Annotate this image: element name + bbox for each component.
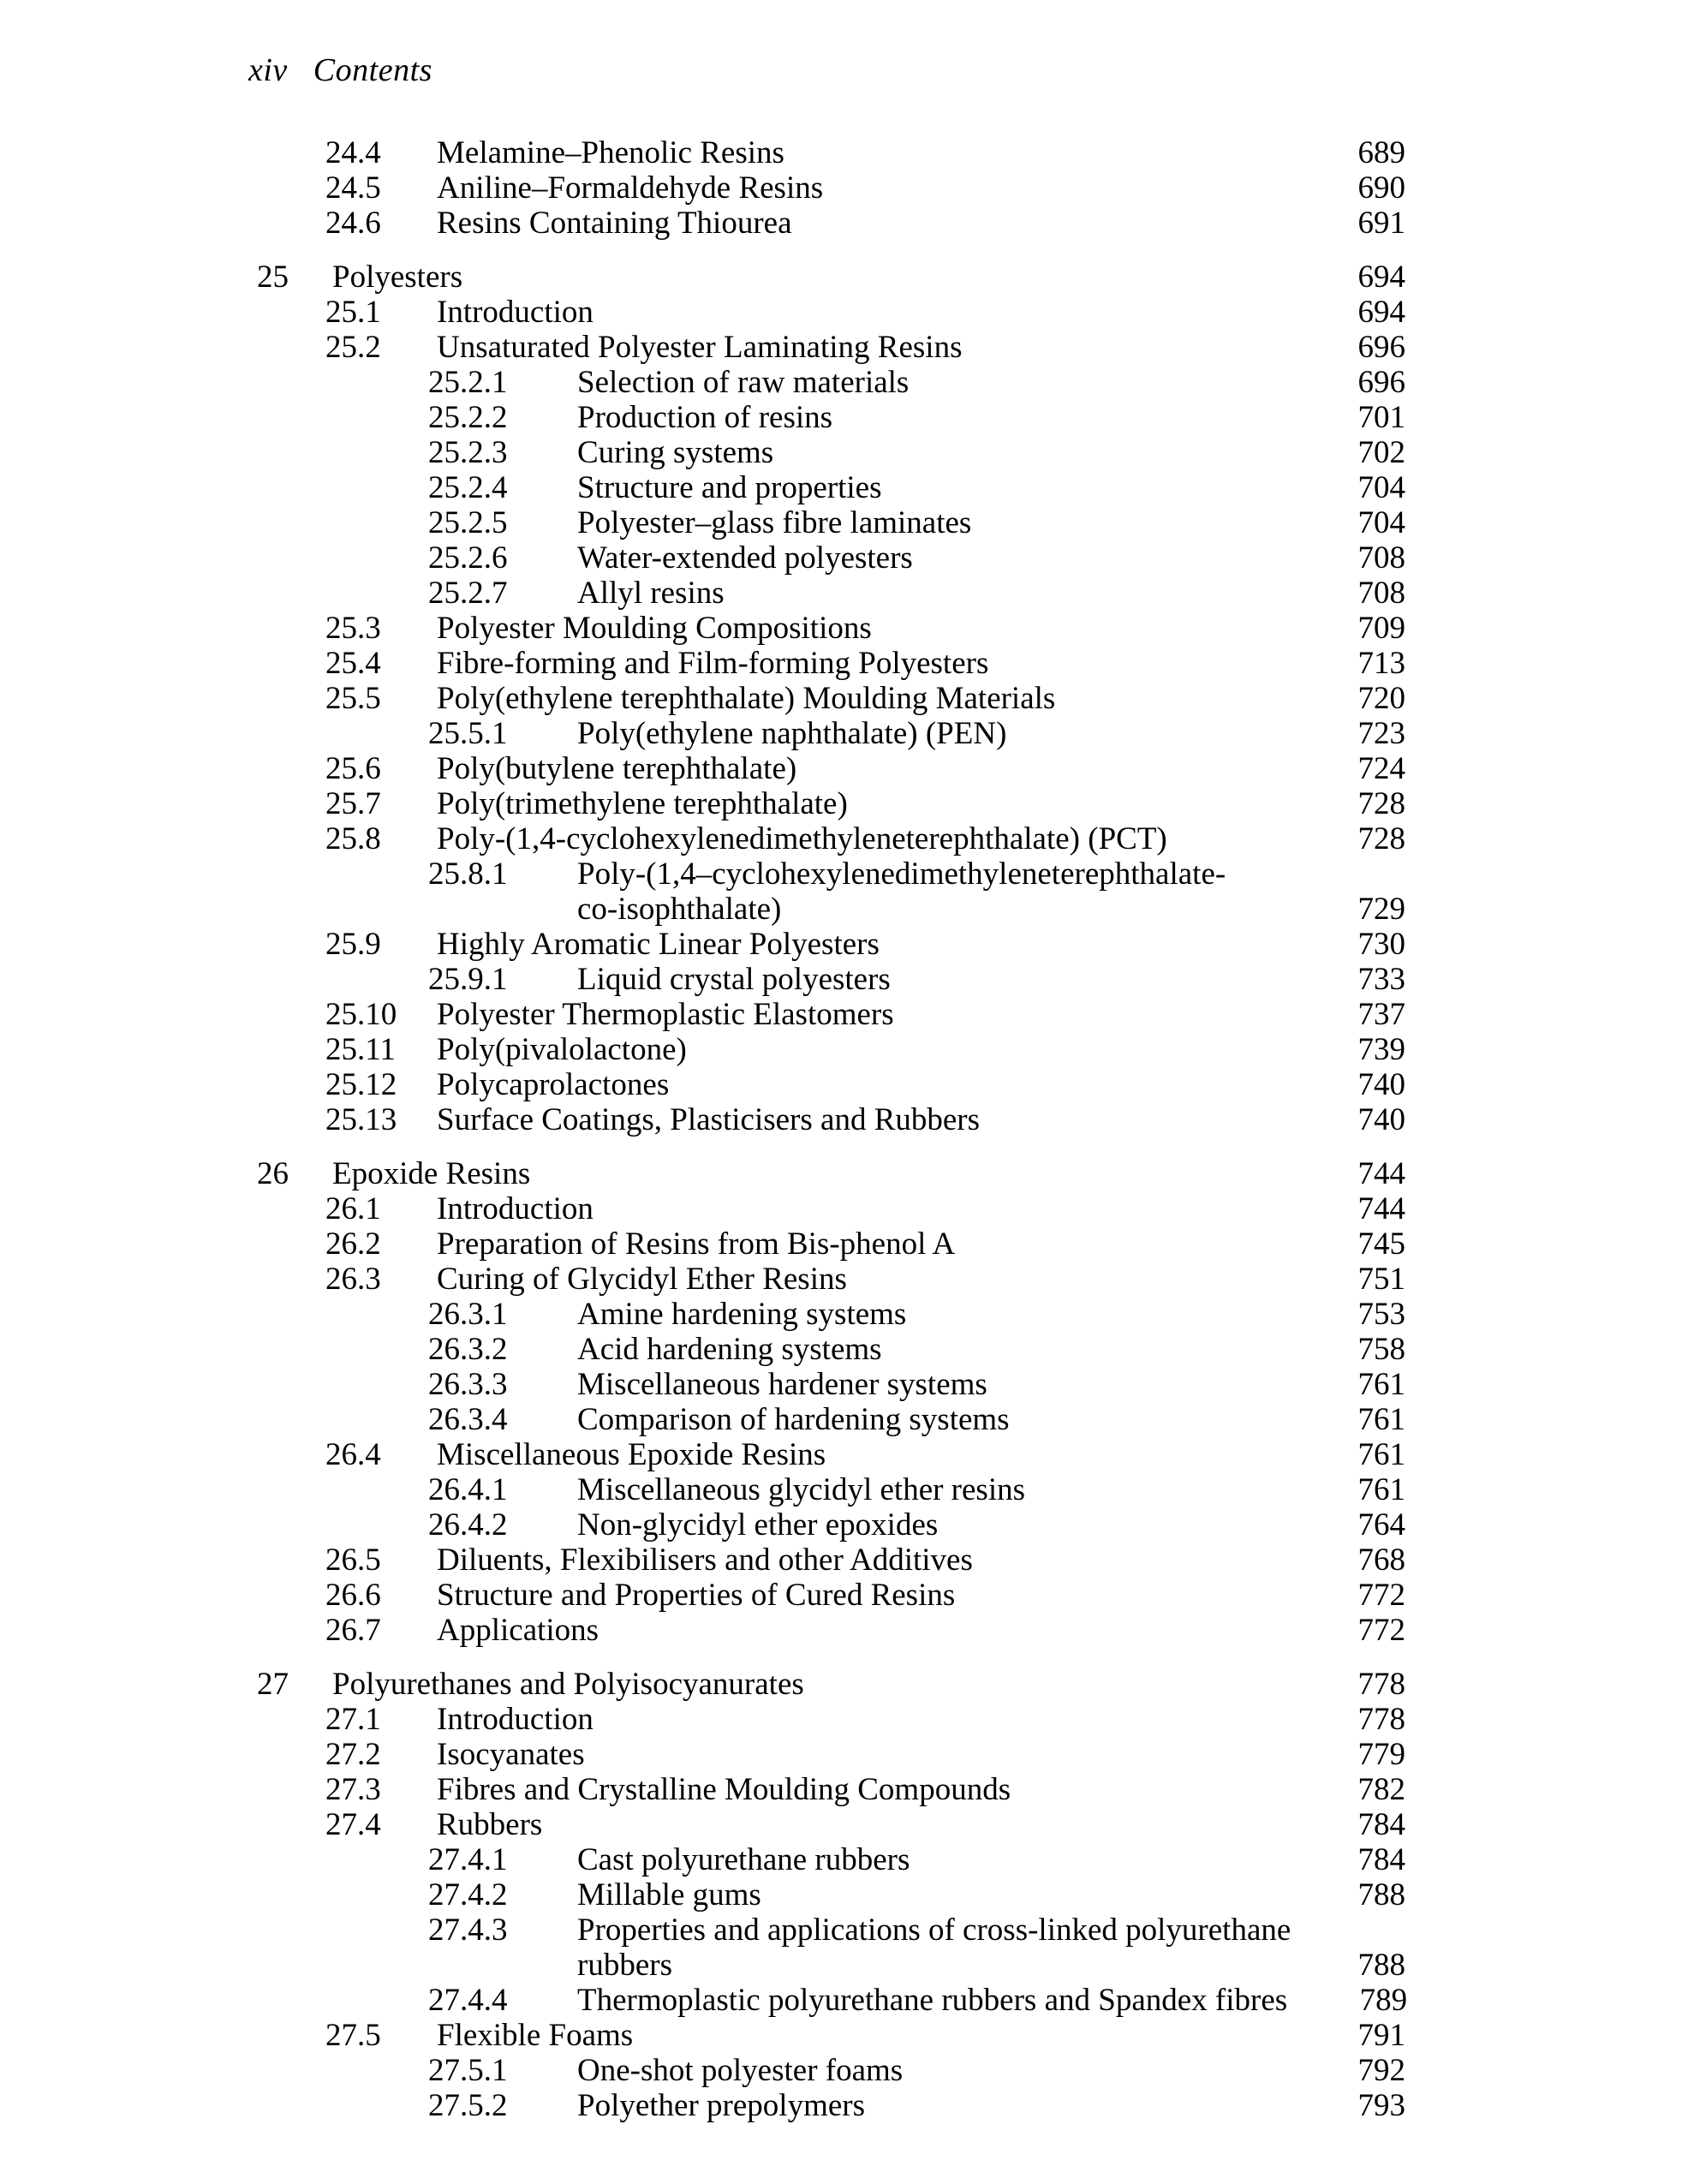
toc-entry-page-number: 728 bbox=[1357, 821, 1405, 856]
toc-entry[interactable] bbox=[0, 295, 1688, 330]
toc-entry[interactable] bbox=[0, 1772, 1688, 1807]
toc-entry-title: Poly-(1,4–cyclohexylenedimethyleneterephthalate- bbox=[577, 856, 1226, 892]
toc-entry[interactable] bbox=[0, 135, 1688, 170]
toc-entry-page-number: 788 bbox=[1357, 1877, 1405, 1912]
toc-entry-title: Comparison of hardening systems bbox=[577, 1402, 1010, 1437]
toc-entry-number: 27.4.3 bbox=[428, 1912, 508, 1948]
toc-entry[interactable] bbox=[0, 470, 1688, 505]
toc-entry[interactable] bbox=[0, 1702, 1688, 1737]
toc-entry-number: 25.4 bbox=[325, 646, 381, 681]
toc-entry[interactable] bbox=[0, 1613, 1688, 1648]
toc-entry-page-number: 739 bbox=[1357, 1032, 1405, 1067]
toc-entry-page-number: 791 bbox=[1357, 2018, 1405, 2053]
toc-entry-title: Surface Coatings, Plasticisers and Rubbers bbox=[437, 1102, 981, 1137]
toc-entry-page-number: 733 bbox=[1357, 962, 1405, 997]
toc-entry-number: 25.5 bbox=[325, 681, 381, 716]
toc-entry[interactable] bbox=[0, 821, 1688, 856]
toc-entry-page-number: 779 bbox=[1357, 1737, 1405, 1772]
toc-entry-page-number: 761 bbox=[1357, 1402, 1405, 1437]
toc-entry-number: 25.8 bbox=[325, 821, 381, 856]
toc-entry-title: Polyurethanes and Polyisocyanurates bbox=[332, 1667, 804, 1702]
toc-entry-title: Miscellaneous hardener systems bbox=[577, 1367, 987, 1402]
toc-entry-number: 26.4.1 bbox=[428, 1472, 508, 1507]
toc-entry-number: 27.4.2 bbox=[428, 1877, 508, 1912]
toc-entry[interactable] bbox=[0, 1507, 1688, 1543]
toc-entry-number: 26.6 bbox=[325, 1578, 381, 1613]
toc-entry-title: Introduction bbox=[437, 1191, 593, 1226]
toc-entry-title: Poly(butylene terephthalate) bbox=[437, 751, 797, 786]
toc-entry-number: 25.1 bbox=[325, 295, 381, 330]
toc-entry-number: 27.3 bbox=[325, 1772, 381, 1807]
toc-entry-title: Isocyanates bbox=[437, 1737, 585, 1772]
toc-entry-title: Selection of raw materials bbox=[577, 365, 910, 400]
toc-entry-title: Water-extended polyesters bbox=[577, 540, 913, 576]
toc-entry-title: Poly(pivalolactone) bbox=[437, 1032, 687, 1067]
toc-entry[interactable] bbox=[0, 1191, 1688, 1226]
toc-entry-number: 26.3 bbox=[325, 1262, 381, 1297]
toc-entry-title: Unsaturated Polyester Laminating Resins bbox=[437, 330, 963, 365]
toc-entry-title: Polyester Thermoplastic Elastomers bbox=[437, 997, 894, 1032]
toc-entry-title: Polyester–glass fibre laminates bbox=[577, 505, 972, 540]
toc-entry[interactable] bbox=[0, 611, 1688, 646]
toc-entry-title: Acid hardening systems bbox=[577, 1332, 882, 1367]
toc-entry-title: Rubbers bbox=[437, 1807, 543, 1842]
toc-entry-number: 27.5.1 bbox=[428, 2053, 508, 2088]
toc-entry[interactable] bbox=[0, 260, 1688, 295]
page-folio: xiv bbox=[248, 52, 288, 88]
toc-entry-page-number: 778 bbox=[1357, 1702, 1405, 1737]
toc-entry-page-number: 789 bbox=[1359, 1983, 1408, 2018]
toc-entry-number: 25.5.1 bbox=[428, 716, 508, 751]
toc-entry-page-number: 704 bbox=[1357, 505, 1405, 540]
toc-entry[interactable] bbox=[0, 751, 1688, 786]
toc-entry[interactable] bbox=[0, 365, 1688, 400]
toc-entry-number: 26.3.3 bbox=[428, 1367, 508, 1402]
toc-entry[interactable] bbox=[0, 1983, 1688, 2018]
toc-entry[interactable] bbox=[0, 1332, 1688, 1367]
toc-entry-page-number: 782 bbox=[1357, 1772, 1405, 1807]
toc-entry-number: 25.7 bbox=[325, 786, 381, 821]
toc-entry-page-number: 737 bbox=[1357, 997, 1405, 1032]
toc-entry-number: 25 bbox=[257, 260, 289, 295]
toc-entry-number: 24.6 bbox=[325, 206, 381, 241]
toc-entry-title: Aniline–Formaldehyde Resins bbox=[437, 170, 824, 206]
toc-entry-number: 25.2 bbox=[325, 330, 381, 365]
toc-entry-title: Introduction bbox=[437, 295, 593, 330]
toc-entry-title: Liquid crystal polyesters bbox=[577, 962, 891, 997]
toc-entry-page-number: 744 bbox=[1357, 1156, 1405, 1191]
toc-entry-title: Amine hardening systems bbox=[577, 1297, 907, 1332]
toc-entry[interactable] bbox=[0, 1067, 1688, 1102]
toc-entry-title: Poly(trimethylene terephthalate) bbox=[437, 786, 848, 821]
toc-entry[interactable] bbox=[0, 2018, 1688, 2053]
toc-entry[interactable] bbox=[0, 540, 1688, 576]
toc-entry-page-number: 768 bbox=[1357, 1543, 1405, 1578]
toc-entry-page-number: 690 bbox=[1357, 170, 1405, 206]
toc-entry-page-number: 793 bbox=[1357, 2088, 1405, 2123]
toc-entry-number: 26.7 bbox=[325, 1613, 381, 1648]
toc-entry-number: 25.2.6 bbox=[428, 540, 508, 576]
toc-entry-title: Thermoplastic polyurethane rubbers and Spandex fibres bbox=[577, 1983, 1288, 2018]
toc-entry-number: 24.4 bbox=[325, 135, 381, 170]
toc-entry[interactable] bbox=[0, 1226, 1688, 1262]
toc-entry-title: rubbers bbox=[577, 1948, 672, 1983]
toc-entry-page-number: 720 bbox=[1357, 681, 1405, 716]
toc-entry-number: 26.3.2 bbox=[428, 1332, 508, 1367]
toc-entry-number: 27.4.4 bbox=[428, 1983, 508, 2018]
toc-entry-number: 25.2.5 bbox=[428, 505, 508, 540]
toc-entry-page-number: 758 bbox=[1357, 1332, 1405, 1367]
toc-entry-title: Millable gums bbox=[577, 1877, 761, 1912]
toc-entry-page-number: 694 bbox=[1357, 295, 1405, 330]
toc-entry-page-number: 772 bbox=[1357, 1578, 1405, 1613]
toc-entry[interactable] bbox=[0, 856, 1688, 892]
toc-entry-number: 25.2.7 bbox=[428, 576, 508, 611]
toc-entry[interactable] bbox=[0, 206, 1688, 241]
toc-entry-page-number: 709 bbox=[1357, 611, 1405, 646]
toc-entry[interactable] bbox=[0, 1297, 1688, 1332]
toc-entry-title: Poly-(1,4-cyclohexylenedimethyleneterephthalate) (PCT) bbox=[437, 821, 1167, 856]
toc-entry[interactable] bbox=[0, 1737, 1688, 1772]
toc-entry-title: Polyesters bbox=[332, 260, 463, 295]
toc-entry-number: 27.5 bbox=[325, 2018, 381, 2053]
toc-entry-page-number: 689 bbox=[1357, 135, 1405, 170]
toc-entry-number: 26.3.1 bbox=[428, 1297, 508, 1332]
toc-entry-title: Epoxide Resins bbox=[332, 1156, 531, 1191]
toc-entry-number: 27.5.2 bbox=[428, 2088, 508, 2123]
toc-entry-page-number: 713 bbox=[1357, 646, 1405, 681]
toc-entry-title: Curing systems bbox=[577, 435, 774, 470]
toc-entry[interactable] bbox=[0, 505, 1688, 540]
toc-entry-number: 27.4.1 bbox=[428, 1842, 508, 1877]
toc-entry[interactable] bbox=[0, 892, 1688, 927]
toc-entry-page-number: 764 bbox=[1357, 1507, 1405, 1543]
toc-entry-number: 26.5 bbox=[325, 1543, 381, 1578]
toc-entry-number: 25.9.1 bbox=[428, 962, 508, 997]
toc-entry-page-number: 723 bbox=[1357, 716, 1405, 751]
toc-entry-title: Miscellaneous Epoxide Resins bbox=[437, 1437, 826, 1472]
toc-entry-number: 25.8.1 bbox=[428, 856, 508, 892]
toc-entry-number: 26.3.4 bbox=[428, 1402, 508, 1437]
toc-entry-title: Production of resins bbox=[577, 400, 833, 435]
toc-entry[interactable] bbox=[0, 2088, 1688, 2123]
toc-entry-page-number: 761 bbox=[1357, 1437, 1405, 1472]
toc-entry-title: Introduction bbox=[437, 1702, 593, 1737]
toc-entry-page-number: 729 bbox=[1357, 892, 1405, 927]
toc-entry[interactable] bbox=[0, 786, 1688, 821]
toc-entry[interactable] bbox=[0, 1807, 1688, 1842]
toc-entry[interactable] bbox=[0, 330, 1688, 365]
toc-entry-number: 25.6 bbox=[325, 751, 381, 786]
toc-entry[interactable] bbox=[0, 2053, 1688, 2088]
toc-entry[interactable] bbox=[0, 1262, 1688, 1297]
toc-entry-page-number: 792 bbox=[1357, 2053, 1405, 2088]
toc-entry-number: 25.13 bbox=[325, 1102, 397, 1137]
toc-entry-number: 27.1 bbox=[325, 1702, 381, 1737]
toc-entry-page-number: 761 bbox=[1357, 1472, 1405, 1507]
toc-entry-number: 26.1 bbox=[325, 1191, 381, 1226]
toc-entry[interactable] bbox=[0, 576, 1688, 611]
toc-entry-page-number: 696 bbox=[1357, 330, 1405, 365]
toc-entry[interactable] bbox=[0, 1156, 1688, 1191]
toc-entry-title: Structure and properties bbox=[577, 470, 882, 505]
toc-entry-title: Polyester Moulding Compositions bbox=[437, 611, 872, 646]
toc-entry-title: co-isophthalate) bbox=[577, 892, 782, 927]
page-title: Contents bbox=[313, 52, 432, 88]
toc-entry[interactable] bbox=[0, 1842, 1688, 1877]
toc-entry-title: Highly Aromatic Linear Polyesters bbox=[437, 927, 880, 962]
toc-entry-page-number: 744 bbox=[1357, 1191, 1405, 1226]
toc-entry-title: Poly(ethylene terephthalate) Moulding Materials bbox=[437, 681, 1056, 716]
toc-entry-number: 25.10 bbox=[325, 997, 397, 1032]
toc-entry-number: 24.5 bbox=[325, 170, 381, 206]
toc-entry-page-number: 728 bbox=[1357, 786, 1405, 821]
toc-entry-page-number: 740 bbox=[1357, 1102, 1405, 1137]
toc-entry[interactable] bbox=[0, 170, 1688, 206]
toc-entry-title: One-shot polyester foams bbox=[577, 2053, 904, 2088]
toc-entry[interactable] bbox=[0, 400, 1688, 435]
toc-entry[interactable] bbox=[0, 1032, 1688, 1067]
toc-entry-title: Polyether prepolymers bbox=[577, 2088, 865, 2123]
toc-entry-number: 25.2.4 bbox=[428, 470, 508, 505]
toc-entry-number: 26.4 bbox=[325, 1437, 381, 1472]
toc-entry-page-number: 704 bbox=[1357, 470, 1405, 505]
toc-entry-title: Applications bbox=[437, 1613, 599, 1648]
toc-entry-title: Preparation of Resins from Bis-phenol A bbox=[437, 1226, 956, 1262]
toc-entry-page-number: 724 bbox=[1357, 751, 1405, 786]
toc-entry[interactable] bbox=[0, 1543, 1688, 1578]
toc-entry-number: 27 bbox=[257, 1667, 289, 1702]
running-head bbox=[248, 51, 432, 89]
toc-entry-title: Fibres and Crystalline Moulding Compounds bbox=[437, 1772, 1011, 1807]
toc-entry-title: Non-glycidyl ether epoxides bbox=[577, 1507, 939, 1543]
toc-entry-page-number: 784 bbox=[1357, 1807, 1405, 1842]
toc-entry[interactable] bbox=[0, 1367, 1688, 1402]
toc-entry-title: Resins Containing Thiourea bbox=[437, 206, 792, 241]
toc-entry-title: Melamine–Phenolic Resins bbox=[437, 135, 784, 170]
toc-entry-title: Properties and applications of cross-linked polyurethane bbox=[577, 1912, 1291, 1948]
toc-entry-number: 25.2.3 bbox=[428, 435, 508, 470]
toc-entry[interactable] bbox=[0, 681, 1688, 716]
toc-entry-page-number: 708 bbox=[1357, 540, 1405, 576]
toc-entry-page-number: 730 bbox=[1357, 927, 1405, 962]
toc-entry-title: Cast polyurethane rubbers bbox=[577, 1842, 910, 1877]
toc-entry-title: Fibre-forming and Film-forming Polyesters bbox=[437, 646, 989, 681]
toc-entry[interactable] bbox=[0, 1578, 1688, 1613]
toc-entry-title: Diluents, Flexibilisers and other Additives bbox=[437, 1543, 973, 1578]
toc-entry[interactable] bbox=[0, 1437, 1688, 1472]
toc-entry-number: 25.2.1 bbox=[428, 365, 508, 400]
toc-entry[interactable] bbox=[0, 1102, 1688, 1137]
toc-entry-page-number: 740 bbox=[1357, 1067, 1405, 1102]
toc-entry-page-number: 788 bbox=[1357, 1948, 1405, 1983]
toc-entry-number: 27.4 bbox=[325, 1807, 381, 1842]
toc-entry-page-number: 753 bbox=[1357, 1297, 1405, 1332]
toc-entry[interactable] bbox=[0, 1948, 1688, 1983]
toc-entry-page-number: 701 bbox=[1357, 400, 1405, 435]
toc-entry-page-number: 784 bbox=[1357, 1842, 1405, 1877]
toc-entry[interactable] bbox=[0, 716, 1688, 751]
toc-entry-page-number: 751 bbox=[1357, 1262, 1405, 1297]
toc-entry[interactable] bbox=[0, 435, 1688, 470]
toc-entry[interactable] bbox=[0, 962, 1688, 997]
toc-entry-title: Flexible Foams bbox=[437, 2018, 634, 2053]
toc-entry-title: Curing of Glycidyl Ether Resins bbox=[437, 1262, 847, 1297]
toc-entry[interactable] bbox=[0, 997, 1688, 1032]
toc-entry[interactable] bbox=[0, 1877, 1688, 1912]
table-of-contents bbox=[0, 135, 1688, 2123]
toc-entry-page-number: 708 bbox=[1357, 576, 1405, 611]
toc-entry-page-number: 761 bbox=[1357, 1367, 1405, 1402]
toc-entry-page-number: 691 bbox=[1357, 206, 1405, 241]
toc-entry-page-number: 745 bbox=[1357, 1226, 1405, 1262]
toc-entry-page-number: 702 bbox=[1357, 435, 1405, 470]
toc-entry-number: 25.2.2 bbox=[428, 400, 508, 435]
toc-entry-title: Miscellaneous glycidyl ether resins bbox=[577, 1472, 1026, 1507]
toc-entry[interactable] bbox=[0, 1402, 1688, 1437]
toc-entry-title: Structure and Properties of Cured Resins bbox=[437, 1578, 956, 1613]
toc-entry-number: 26 bbox=[257, 1156, 289, 1191]
toc-entry-title: Allyl resins bbox=[577, 576, 725, 611]
toc-entry[interactable] bbox=[0, 1667, 1688, 1702]
toc-entry-number: 26.4.2 bbox=[428, 1507, 508, 1543]
toc-entry-page-number: 778 bbox=[1357, 1667, 1405, 1702]
toc-entry[interactable] bbox=[0, 1912, 1688, 1948]
toc-entry-page-number: 696 bbox=[1357, 365, 1405, 400]
toc-entry-number: 25.11 bbox=[325, 1032, 396, 1067]
toc-entry-number: 27.2 bbox=[325, 1737, 381, 1772]
toc-entry-page-number: 694 bbox=[1357, 260, 1405, 295]
toc-entry-number: 25.3 bbox=[325, 611, 381, 646]
toc-entry-title: Poly(ethylene naphthalate) (PEN) bbox=[577, 716, 1007, 751]
toc-entry-title: Polycaprolactones bbox=[437, 1067, 670, 1102]
toc-entry-number: 26.2 bbox=[325, 1226, 381, 1262]
toc-entry-number: 25.12 bbox=[325, 1067, 397, 1102]
toc-entry-page-number: 772 bbox=[1357, 1613, 1405, 1648]
toc-entry[interactable] bbox=[0, 646, 1688, 681]
toc-entry[interactable] bbox=[0, 927, 1688, 962]
toc-entry[interactable] bbox=[0, 1472, 1688, 1507]
toc-entry-number: 25.9 bbox=[325, 927, 381, 962]
